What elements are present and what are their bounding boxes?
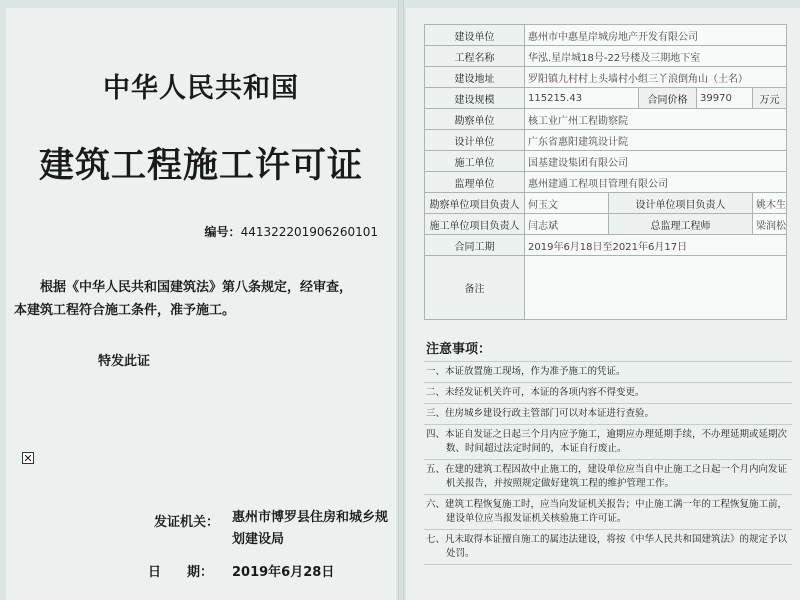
list-item: 二、未经发证机关许可，本证的各项内容不得变更。 (424, 382, 792, 403)
issue-date-value: 2019年6月28日 (232, 565, 335, 580)
notes-list (424, 361, 792, 565)
scale-label: 建设规模 (425, 88, 525, 109)
issuer-label: 发证机关： (154, 515, 220, 530)
address-label: 建设地址 (425, 67, 525, 88)
broken-image-icon (22, 452, 34, 464)
table-row (425, 25, 787, 46)
table-row (425, 193, 787, 214)
table-row (425, 214, 787, 235)
certificate-number-label: 编号： (204, 225, 241, 239)
construction-manager-value: 闫志斌 (525, 214, 609, 235)
table-row (425, 151, 787, 172)
remarks-label: 备注 (425, 256, 525, 320)
list-item: 七、凡未取得本证擅自施工的属违法建设，将按《中华人民共和国建筑法》的规定予以处罚。 (424, 529, 792, 565)
design-unit-label: 设计单位 (425, 130, 525, 151)
construction-unit-value: 国基建设集团有限公司 (525, 151, 787, 172)
issuer-value: 惠州市博罗县住房和城乡规划建设局 (232, 510, 389, 547)
table-row (425, 67, 787, 88)
country-title: 中华人民共和国 (103, 73, 299, 104)
builder-value: 惠州市中惠星岸城房地产开发有限公司 (525, 25, 787, 46)
project-info-table (424, 24, 787, 320)
table-row (425, 109, 787, 130)
survey-manager-value: 何玉文 (525, 193, 609, 214)
certificate-left-page (6, 8, 396, 600)
survey-unit-value: 核工业广州工程勘察院 (525, 109, 787, 130)
approval-text-line-1: 根据《中华人民共和国建筑法》第八条规定，经审查， (40, 280, 353, 295)
notes-section (424, 338, 792, 565)
design-manager-value: 姚木生 (753, 193, 787, 214)
supervision-unit-label: 监理单位 (425, 172, 525, 193)
builder-label: 建设单位 (425, 25, 525, 46)
contract-price-unit: 万元 (753, 88, 787, 109)
list-item: 一、本证放置施工现场，作为准予施工的凭证。 (424, 361, 792, 382)
survey-unit-label: 勘察单位 (425, 109, 525, 130)
supervision-unit-value: 惠州建通工程项目管理有限公司 (525, 172, 787, 193)
special-issue-text: 特发此证 (98, 354, 151, 369)
chief-supervisor-value: 梁润松 (753, 214, 787, 235)
contract-period-label: 合同工期 (425, 235, 525, 256)
list-item: 四、本证自发证之日起三个月内应予施工，逾期应办理延期手续，不办理延期或延期次数、时间超过法定时间的，本证自行废止。 (424, 424, 792, 459)
chief-supervisor-label: 总监理工程师 (609, 214, 753, 235)
contract-price-value: 39970 (697, 88, 753, 109)
certificate-title: 建筑工程施工许可证 (38, 145, 363, 186)
survey-manager-label: 勘察单位项目负责人 (425, 193, 525, 214)
list-item: 三、住房城乡建设行政主管部门可以对本证进行查验。 (424, 403, 792, 424)
table-row (425, 235, 787, 256)
scale-value: 115215.43 (525, 88, 639, 109)
project-name-value: 华泓.星岸城18号-22号楼及三期地下室 (525, 46, 787, 67)
remarks-value (525, 256, 787, 320)
address-value: 罗阳镇九村村上头墙村小组三丫浪倒角山（土名） (525, 67, 787, 88)
page-fold-divider (398, 0, 404, 600)
table-row (425, 172, 787, 193)
list-item: 六、建筑工程恢复施工时，应当向发证机关报告；中止施工满一年的工程恢复施工前，建设单位应当报发证机关核验施工许可证。 (424, 494, 792, 529)
certificate-number-value: 441322201906260101 (240, 225, 378, 239)
certificate-number (205, 223, 378, 240)
table-row (425, 130, 787, 151)
design-manager-label: 设计单位项目负责人 (609, 193, 753, 214)
construction-manager-label: 施工单位项目负责人 (425, 214, 525, 235)
construction-unit-label: 施工单位 (425, 151, 525, 172)
project-name-label: 工程名称 (425, 46, 525, 67)
list-item: 五、在建的建筑工程因故中止施工的，建设单位应当自中止施工之日起一个月内向发证机关报告，并按照规定做好建筑工程的维护管理工作。 (424, 459, 792, 494)
contract-period-value: 2019年6月18日至2021年6月17日 (525, 235, 787, 256)
table-row (425, 46, 787, 67)
contract-price-label: 合同价格 (639, 88, 697, 109)
table-row (425, 88, 787, 109)
approval-text-line-2: 本建筑工程符合施工条件，准予施工。 (14, 303, 236, 318)
table-row (425, 256, 787, 320)
design-unit-value: 广东省惠阳建筑设计院 (525, 130, 787, 151)
issue-date-label: 日 期： (148, 565, 214, 580)
notes-title: 注意事项： (426, 342, 492, 357)
